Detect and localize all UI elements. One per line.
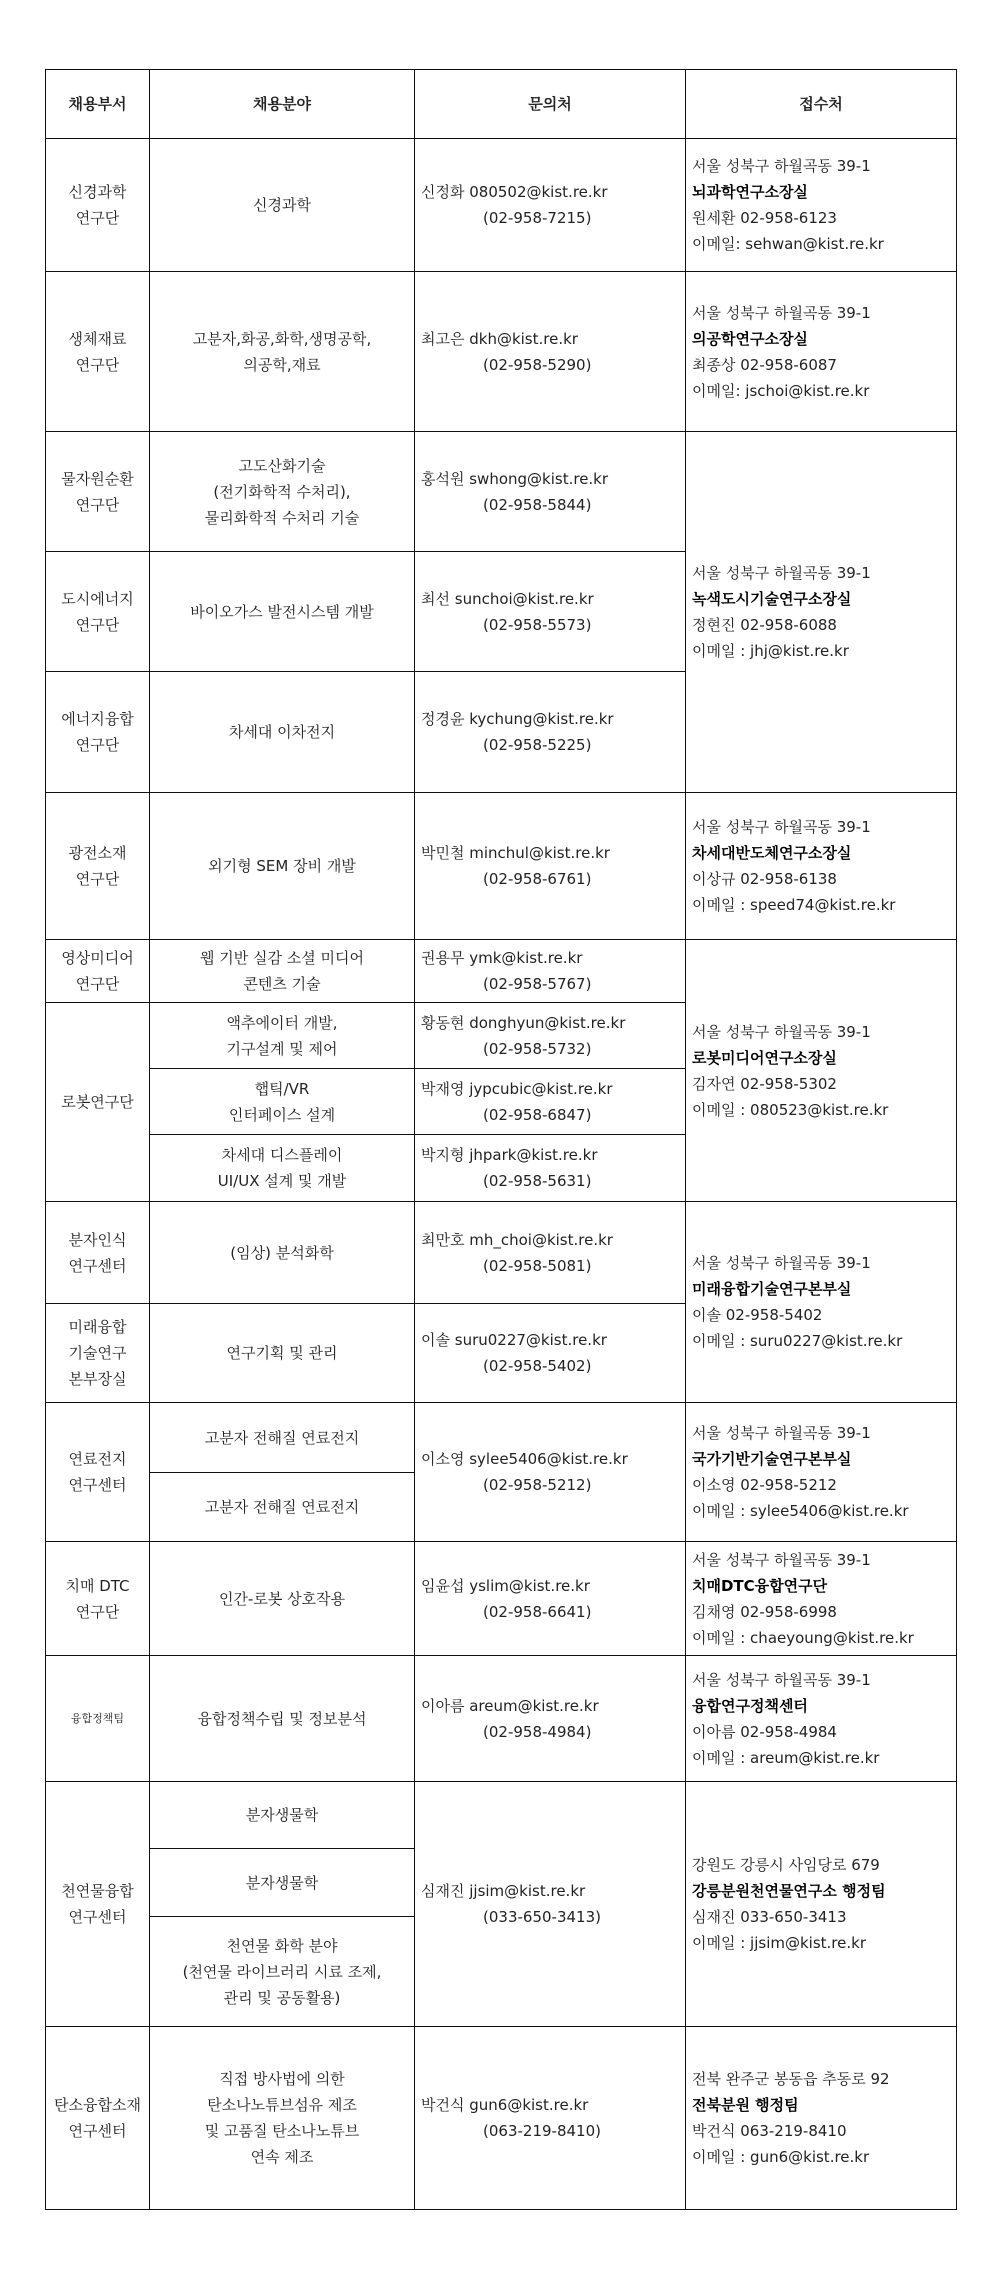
recv-office: 국가기반기술연구본부실 [692,1450,852,1468]
dept-cell: 에너지융합 연구단 [46,672,150,793]
field-cell: 고분자 전해질 연료전지 [150,1473,415,1542]
header-row [46,70,957,139]
recv-person: 김채영 02-958-6998 [692,1602,837,1621]
contact-phone: (02-958-5212) [483,1476,592,1494]
dept-cell: 연료전지 연구센터 [46,1403,150,1542]
recv-address: 서울 성북구 하월곡동 39-1 [692,1670,871,1689]
recv-address: 서울 성북구 하월곡동 39-1 [692,1254,871,1272]
dept-cell: 로봇연구단 [46,1003,150,1202]
dept-cell: 분자인식 연구센터 [46,1202,150,1304]
contact-cell [415,552,686,672]
contact-phone: (02-958-5573) [483,615,592,634]
contact-phone: (02-958-6847) [483,1105,592,1124]
recv-office: 로봇미디어연구소장실 [692,1048,837,1067]
recv-address: 서울 성북구 하월곡동 39-1 [692,1424,871,1442]
recv-office: 차세대반도체연구소장실 [692,844,852,862]
recv-person: 정현진 02-958-6088 [692,616,837,634]
recv-email: 이메일: jschoi@kist.re.kr [692,381,870,400]
recv-address: 서울 성북구 하월곡동 39-1 [692,1022,871,1041]
contact-phone: (063-219-8410) [483,2122,601,2140]
contact-name-email: 최만호 mh_choi@kist.re.kr [421,1230,613,1249]
table-row [46,432,957,552]
recv-person: 이상규 02-958-6138 [692,870,837,888]
recv-person: 이솔 02-958-5402 [692,1306,823,1324]
recv-address: 서울 성북구 하월곡동 39-1 [692,564,871,582]
recv-email: 이메일 : jjsim@kist.re.kr [692,1934,866,1952]
table-row [46,1782,957,1849]
dept-cell: 영상미디어 연구단 [46,940,150,1003]
contact-cell [415,1003,686,1069]
recv-office: 뇌과학연구소장실 [692,183,808,201]
recv-office: 의공학연구소장실 [692,329,808,348]
table-body [46,139,957,2210]
recv-office: 치매DTC융합연구단 [692,1576,828,1595]
contact-name-email: 이소영 sylee5406@kist.re.kr [421,1450,628,1468]
field-cell: 융합정책수립 및 정보분석 [150,1656,415,1782]
recv-address: 서울 성북구 하월곡동 39-1 [692,157,871,175]
field-cell: 신경과학 [150,139,415,272]
table-row [46,1542,957,1656]
field-cell: 고도산화기술 (전기화학적 수처리), 물리화학적 수처리 기술 [150,432,415,552]
contact-cell [415,139,686,272]
contact-phone: (02-958-5081) [483,1256,592,1275]
field-cell: (임상) 분석화학 [150,1202,415,1304]
contact-name-email: 최고은 dkh@kist.re.kr [421,329,578,348]
dept-cell: 탄소융합소재 연구센터 [46,2027,150,2210]
contact-cell [415,1069,686,1135]
recv-address: 서울 성북구 하월곡동 39-1 [692,1550,871,1569]
dept-cell: 치매 DTC 연구단 [46,1542,150,1656]
header-field: 채용분야 [150,70,415,139]
dept-cell: 천연물융합 연구센터 [46,1782,150,2027]
recv-cell [686,1403,957,1542]
header-contact: 문의처 [415,70,686,139]
recv-address: 서울 성북구 하월곡동 39-1 [692,303,871,322]
recv-email: 이메일 : sylee5406@kist.re.kr [692,1502,909,1520]
contact-name-email: 임윤섭 yslim@kist.re.kr [421,1576,590,1595]
field-cell: 차세대 이차전지 [150,672,415,793]
contact-cell [415,672,686,793]
contact-cell [415,1202,686,1304]
field-cell: 인간-로봇 상호작용 [150,1542,415,1656]
contact-phone: (02-958-5290) [483,355,592,374]
recv-person: 원세환 02-958-6123 [692,209,837,227]
contact-name-email: 권용무 ymk@kist.re.kr [421,949,583,967]
recv-cell [686,139,957,272]
recv-cell [686,1542,957,1656]
recv-cell [686,432,957,793]
contact-cell [415,1304,686,1403]
contact-name-email: 홍석원 swhong@kist.re.kr [421,469,609,488]
dept-cell: 생체재료 연구단 [46,272,150,432]
table-row [46,139,957,272]
recv-email: 이메일 : 080523@kist.re.kr [692,1100,889,1119]
contact-phone: (02-958-5631) [483,1172,592,1190]
recv-cell [686,272,957,432]
contact-phone: (02-958-4984) [483,1722,592,1741]
recv-cell [686,940,957,1202]
recv-office: 융합연구정책센터 [692,1696,808,1715]
recv-person: 심재진 033-650-3413 [692,1908,847,1926]
contact-cell [415,940,686,1003]
contact-phone: (02-958-5844) [483,495,592,514]
contact-cell [415,1656,686,1782]
recv-person: 박건식 063-219-8410 [692,2122,847,2140]
recv-office: 전북분원 행정팀 [692,2096,799,2114]
field-cell: 외기형 SEM 장비 개발 [150,793,415,940]
dept-cell: 융합정책팀 [46,1656,150,1782]
field-cell: 직접 방사법에 의한 탄소나노튜브섬유 제조 및 고품질 탄소나노튜브 연속 제조 [150,2027,415,2210]
recv-person: 이아름 02-958-4984 [692,1722,837,1741]
recv-cell [686,1782,957,2027]
contact-phone: (02-958-5225) [483,736,592,754]
table-row [46,1202,957,1304]
contact-name-email: 박건식 gun6@kist.re.kr [421,2096,589,2114]
contact-name-email: 최선 sunchoi@kist.re.kr [421,589,594,608]
header-dept: 채용부서 [46,70,150,139]
field-cell: 고분자,화공,화학,생명공학, 의공학,재료 [150,272,415,432]
dept-cell: 물자원순환 연구단 [46,432,150,552]
contact-phone: (02-958-6761) [483,870,592,888]
field-cell: 분자생물학 [150,1849,415,1917]
table-row [46,793,957,940]
recv-cell [686,793,957,940]
contact-phone: (033-650-3413) [483,1908,601,1926]
recv-person: 김자연 02-958-5302 [692,1074,837,1093]
contact-name-email: 박민철 minchul@kist.re.kr [421,844,610,862]
recruitment-table [45,69,957,2210]
field-cell: 햅틱/VR 인터페이스 설계 [150,1069,415,1135]
recv-office: 미래융합기술연구본부실 [692,1280,852,1298]
table-row [46,1403,957,1473]
contact-name-email: 이솔 suru0227@kist.re.kr [421,1331,607,1349]
field-cell: 고분자 전해질 연료전지 [150,1403,415,1473]
contact-phone: (02-958-5767) [483,975,592,993]
recv-email: 이메일: sehwan@kist.re.kr [692,235,884,253]
recv-email: 이메일 : gun6@kist.re.kr [692,2148,870,2166]
table-row [46,2027,957,2210]
field-cell: 액추에이터 개발, 기구설계 및 제어 [150,1003,415,1069]
contact-name-email: 이아름 areum@kist.re.kr [421,1696,599,1715]
contact-cell [415,1403,686,1542]
recv-email: 이메일 : suru0227@kist.re.kr [692,1332,903,1350]
field-cell: 연구기획 및 관리 [150,1304,415,1403]
recv-cell [686,1656,957,1782]
contact-name-email: 정경윤 kychung@kist.re.kr [421,710,614,728]
contact-phone: (02-958-5732) [483,1039,592,1058]
recv-cell [686,2027,957,2210]
recv-cell [686,1202,957,1403]
recv-address: 전북 완주군 봉동읍 추동로 92 [692,2070,890,2088]
recv-address: 강원도 강릉시 사임당로 679 [692,1856,880,1874]
recv-office: 녹색도시기술연구소장실 [692,590,852,608]
recv-person: 이소영 02-958-5212 [692,1476,837,1494]
contact-cell [415,1135,686,1202]
contact-phone: (02-958-6641) [483,1602,592,1621]
field-cell: 바이오가스 발전시스템 개발 [150,552,415,672]
header-recv: 접수처 [686,70,957,139]
contact-name-email: 황동현 donghyun@kist.re.kr [421,1013,626,1032]
contact-phone: (02-958-5402) [483,1357,592,1375]
table-row [46,1656,957,1782]
recv-office: 강릉분원천연물연구소 행정팀 [692,1882,886,1900]
recv-email: 이메일 : jhj@kist.re.kr [692,642,849,660]
field-cell: 차세대 디스플레이 UI/UX 설계 및 개발 [150,1135,415,1202]
contact-cell [415,793,686,940]
dept-cell: 광전소재 연구단 [46,793,150,940]
dept-cell: 신경과학 연구단 [46,139,150,272]
table-row [46,272,957,432]
contact-name-email: 신정화 080502@kist.re.kr [421,183,608,201]
recv-email: 이메일 : speed74@kist.re.kr [692,896,896,914]
contact-cell [415,2027,686,2210]
recv-email: 이메일 : chaeyoung@kist.re.kr [692,1628,914,1647]
field-cell: 웹 기반 실감 소셜 미디어 콘텐츠 기술 [150,940,415,1003]
recv-person: 최종상 02-958-6087 [692,355,837,374]
contact-cell [415,272,686,432]
contact-name-email: 박재영 jypcubic@kist.re.kr [421,1079,613,1098]
contact-cell [415,432,686,552]
table-row [46,940,957,1003]
field-cell: 분자생물학 [150,1782,415,1849]
contact-phone: (02-958-7215) [483,209,592,227]
contact-cell [415,1782,686,2027]
field-cell: 천연물 화학 분야 (천연물 라이브러리 시료 조제, 관리 및 공동활용) [150,1917,415,2027]
dept-cell: 도시에너지 연구단 [46,552,150,672]
recv-email: 이메일 : areum@kist.re.kr [692,1748,880,1767]
contact-name-email: 심재진 jjsim@kist.re.kr [421,1882,586,1900]
contact-cell [415,1542,686,1656]
contact-name-email: 박지형 jhpark@kist.re.kr [421,1146,598,1164]
recv-address: 서울 성북구 하월곡동 39-1 [692,818,871,836]
dept-cell: 미래융합 기술연구 본부장실 [46,1304,150,1403]
